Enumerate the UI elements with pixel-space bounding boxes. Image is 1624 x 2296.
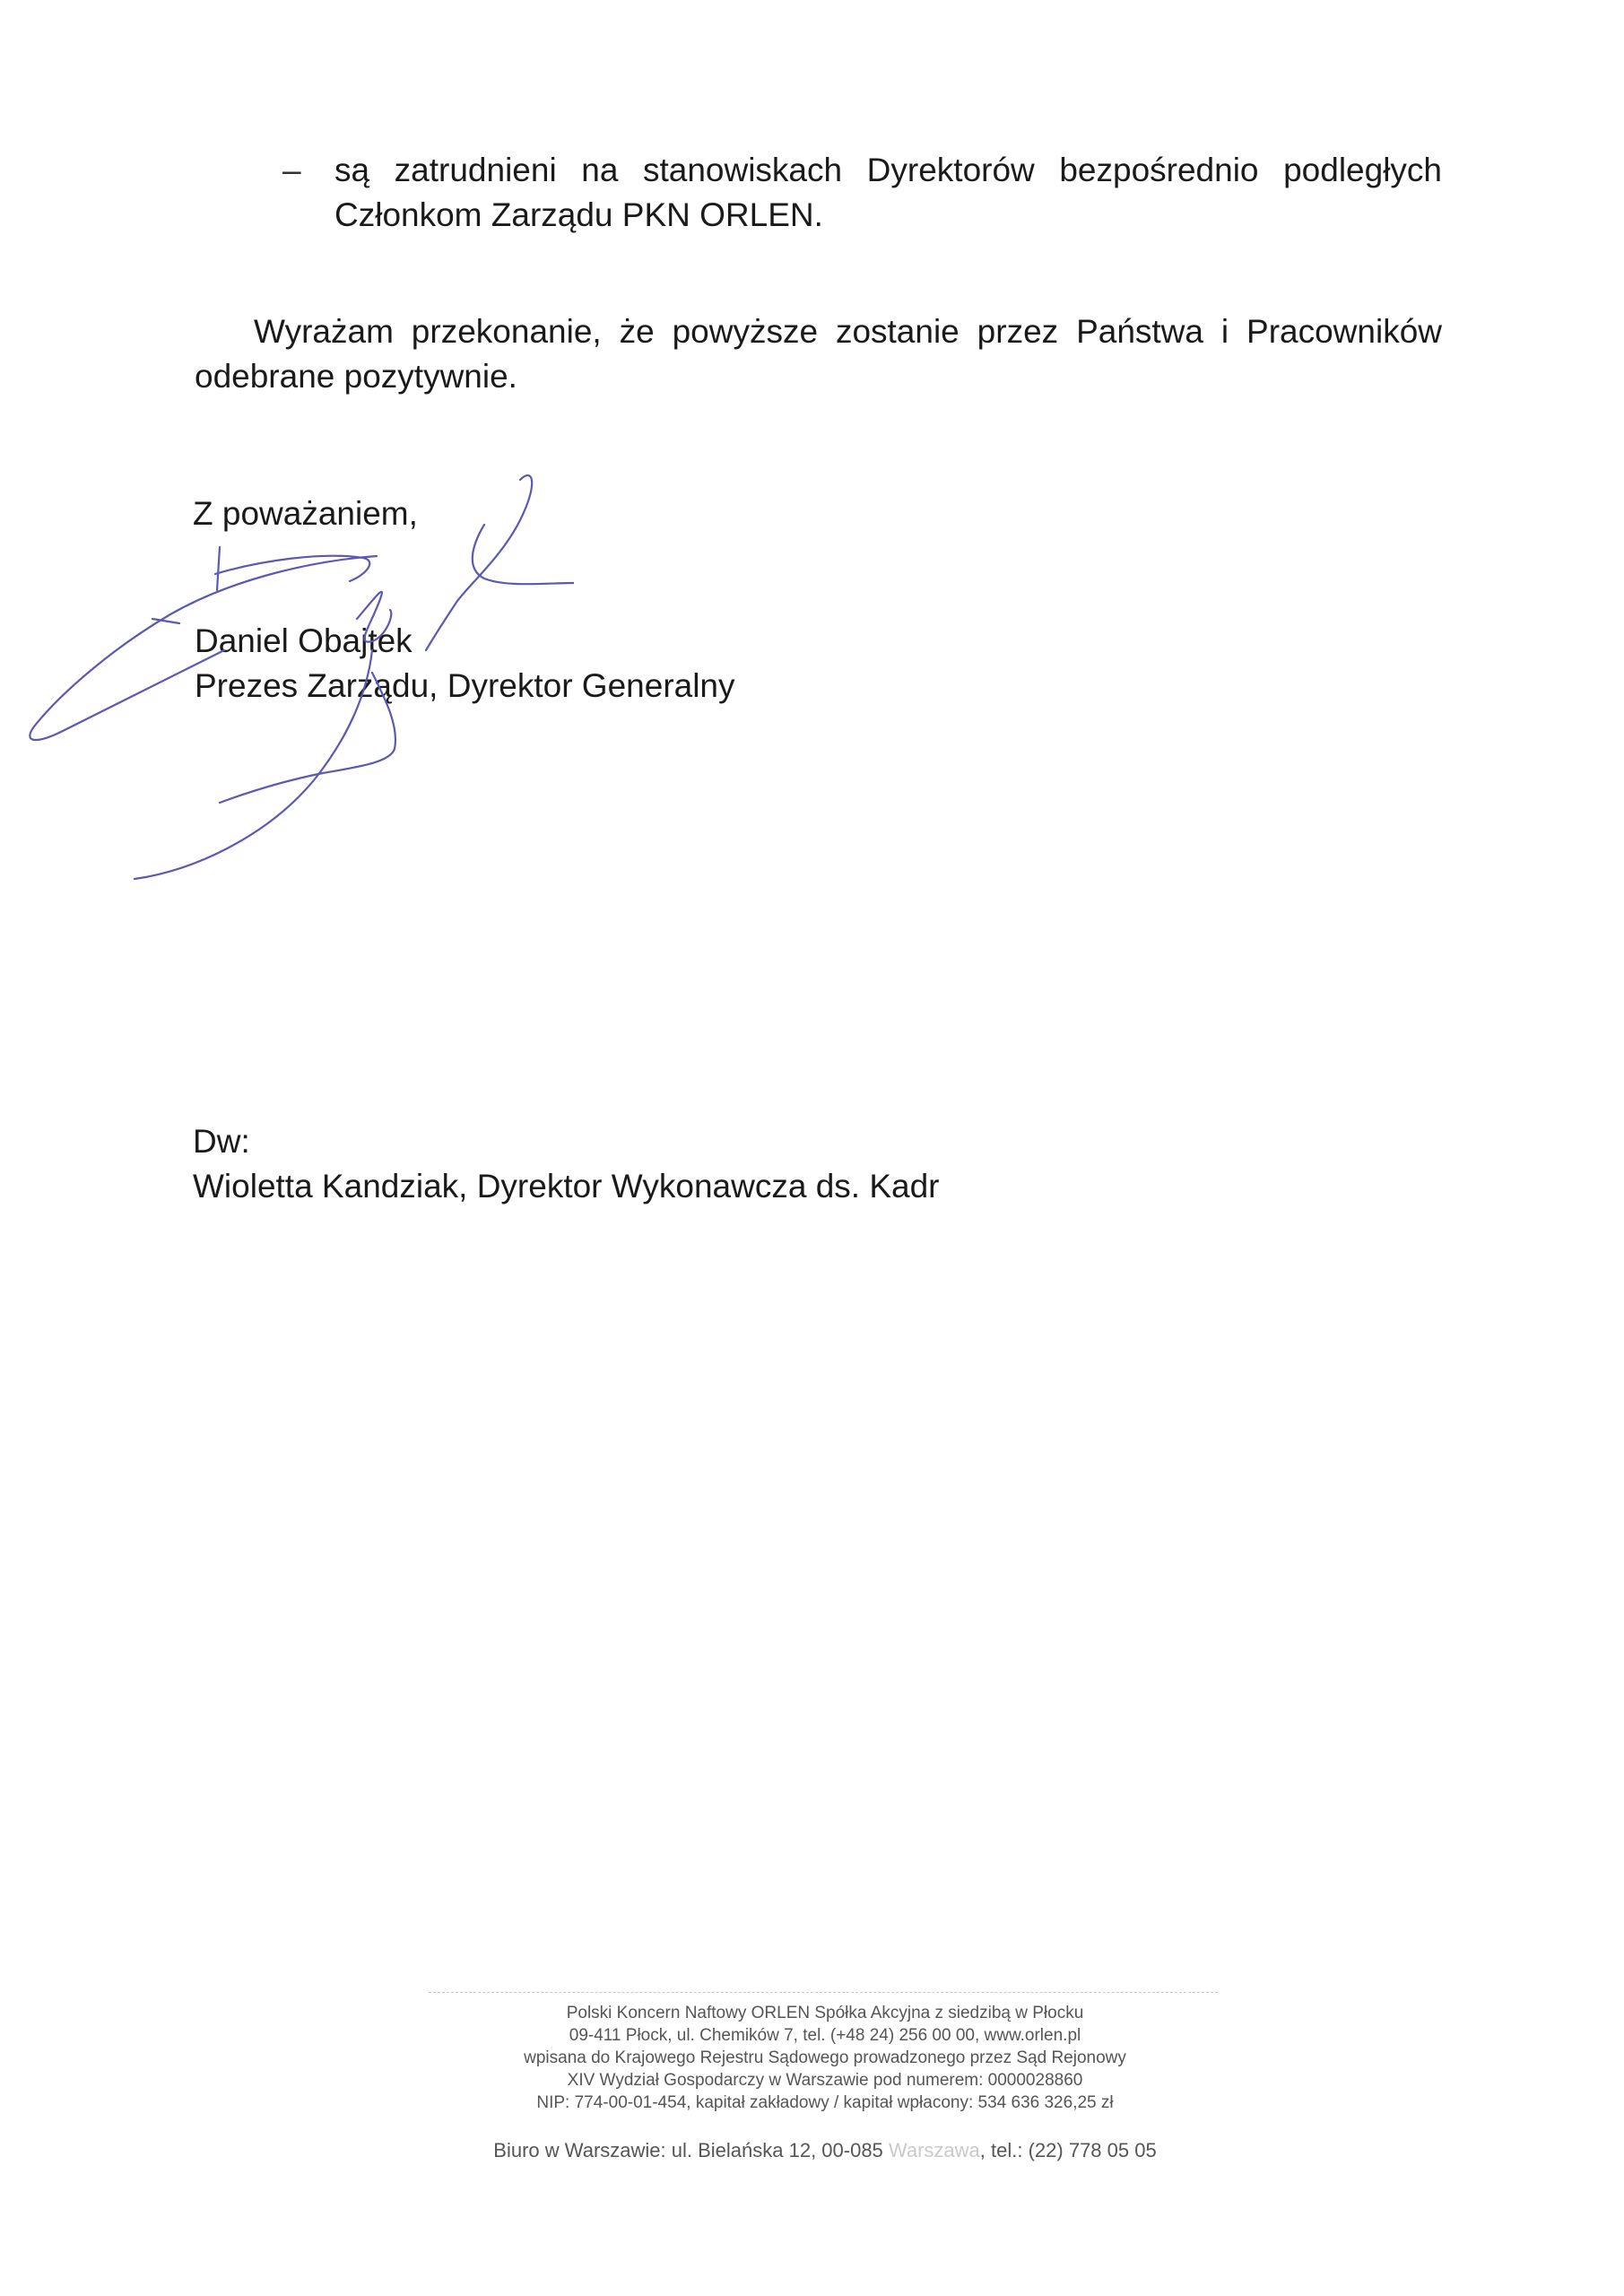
paragraph-line-2: odebrane pozytywnie. (195, 358, 517, 395)
office-city: Warszawa (888, 2139, 980, 2161)
footer-line-3: wpisana do Krajowego Rejestru Sądowego prowadzonego przez Sąd Rejonowy (524, 2048, 1126, 2067)
footer-line-2: 09-411 Płock, ul. Chemików 7, tel. (+48 24) 256 00 00, www.orlen.pl (569, 2026, 1081, 2045)
cc-recipient: Wioletta Kandziak, Dyrektor Wykonawcza ds. Kadr (193, 1168, 940, 1205)
bullet-dash: – (282, 152, 301, 188)
bullet-text-line-1: są zatrudnieni na stanowiskach Dyrektorów bezpośrednio podległych (334, 152, 1442, 188)
footer-line-1: Polski Koncern Naftowy ORLEN Spółka Akcyjna z siedzibą w Płocku (566, 2004, 1084, 2022)
footer-line-4: XIV Wydział Gospodarczy w Warszawie pod numerem: 0000028860 (567, 2071, 1083, 2090)
signatory-title: Prezes Zarządu, Dyrektor Generalny (195, 667, 735, 704)
paragraph-line-1: Wyrażam przekonanie, że powyższe zostanie przez Państwa i Pracowników (254, 313, 1442, 350)
handwritten-signature (18, 457, 574, 888)
footer-line-5: NIP: 774-00-01-454, kapitał zakładowy / kapitał wpłacony: 534 636 326,25 zł (536, 2093, 1114, 2112)
warsaw-office-line (395, 2137, 1255, 2164)
office-address: Biuro w Warszawie: ul. Bielańska 12, 00-085 (493, 2139, 889, 2161)
cc-label: Dw: (193, 1123, 250, 1160)
footer-divider (429, 1992, 1218, 1993)
office-phone: , tel.: (22) 778 05 05 (979, 2139, 1157, 2161)
closing-salutation: Z poważaniem, (193, 495, 418, 532)
company-footer (395, 2002, 1255, 2114)
signatory-name: Daniel Obajtek (195, 622, 413, 659)
bullet-text-line-2: Członkom Zarządu PKN ORLEN. (334, 196, 823, 233)
